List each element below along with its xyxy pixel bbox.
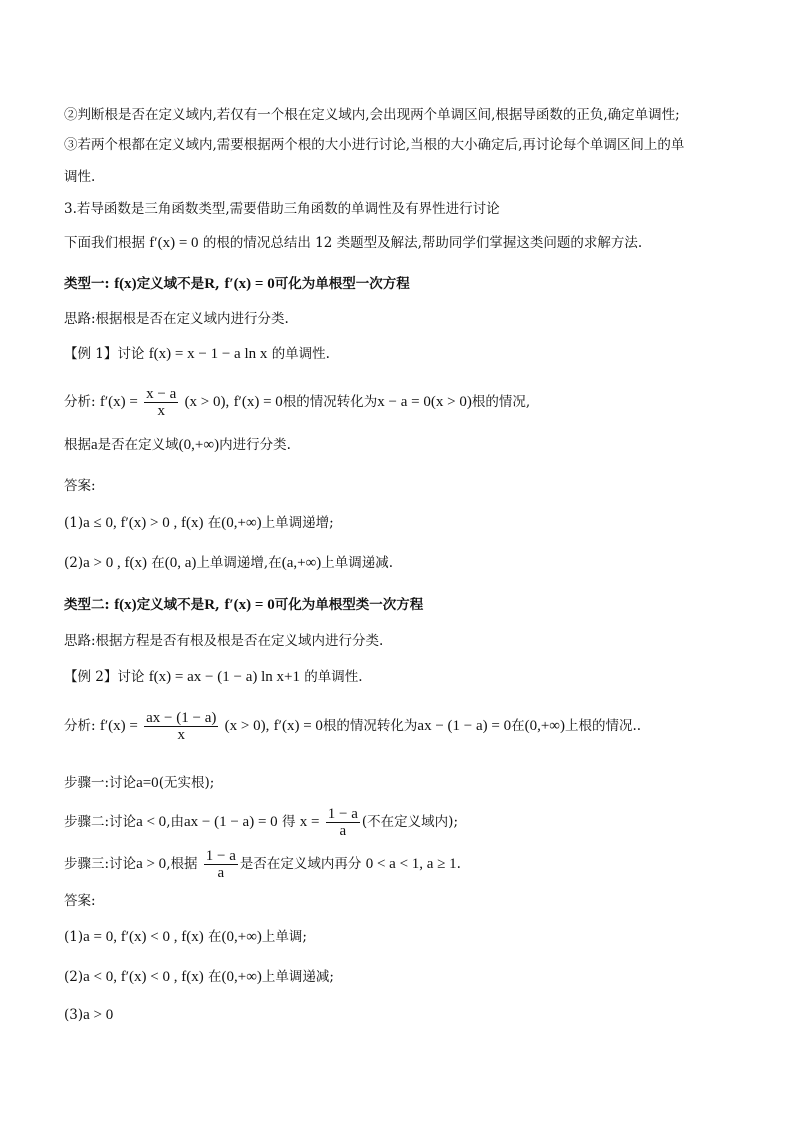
item-number: (2) [64, 555, 84, 571]
text: 得 [281, 814, 296, 830]
example-2-analysis [64, 710, 734, 743]
text-line-3 [64, 166, 734, 188]
text: 上单调递减; [261, 969, 334, 985]
numerator: 1 − a [327, 806, 358, 822]
math-symbol: R [204, 276, 216, 292]
text: ,由 [166, 814, 184, 830]
text: 在 [511, 718, 525, 734]
fraction [326, 806, 360, 839]
numerator: ax − (1 − a) [146, 710, 217, 726]
math-expression: (x > 0), [224, 718, 270, 734]
math-expression: a=0 [136, 775, 159, 791]
text: 根的情况转化为 [282, 394, 378, 410]
math-expression: a < 0 [136, 814, 167, 830]
math-expression: f(x) = ax − (1 − a) ln x+1 [148, 669, 300, 685]
math-expression: a > 0 [136, 856, 167, 872]
text-line-4 [64, 198, 734, 220]
math-expression: ax − (1 − a) = 0 [183, 814, 278, 830]
text: 思路:根据方程是否有根及根是否在定义域内进行分类. [64, 633, 384, 649]
denominator: x [177, 727, 185, 743]
text: 上单调递增,在 [196, 555, 282, 571]
answer-2-item-1 [64, 926, 734, 948]
text: 在 [151, 555, 165, 571]
text: 3.若导函数是三角函数类型,需要借助三角函数的单调性及有界性进行讨论 [64, 201, 500, 217]
text-line-1 [64, 104, 734, 126]
text-line-5 [64, 232, 734, 254]
math-interval: (0,+∞) [221, 929, 262, 945]
math-expression: x − a = 0(x > 0) [377, 394, 472, 410]
math-expression: f′(x) = 0 [224, 597, 275, 613]
heading-label: 类型一: [64, 276, 110, 292]
text: 根的情况转化为 [322, 718, 418, 734]
text: 上单调递减. [321, 555, 394, 571]
text: 是否在定义域内再分 [239, 856, 362, 872]
text: 上单调递增; [261, 515, 334, 531]
example-2 [64, 666, 734, 688]
text: , [215, 597, 220, 613]
step-3 [64, 848, 734, 881]
example-label: 【例 1】讨论 [64, 346, 145, 362]
fraction [204, 848, 238, 881]
text: 在 [207, 515, 222, 531]
text: 定义域不是 [136, 276, 205, 292]
text: , [215, 276, 220, 292]
step-1 [64, 772, 734, 794]
math-expression: x = [299, 814, 320, 830]
step-2 [64, 806, 734, 839]
text: 在 [208, 969, 222, 985]
text: 是否在定义域 [97, 437, 179, 453]
text: 在 [208, 929, 222, 945]
math-expression: a < 0, f′(x) < 0 , f(x) [83, 969, 204, 985]
text: 可化为单根型一次方程 [274, 276, 410, 292]
type-1-idea [64, 308, 734, 330]
step-label: 步骤三:讨论 [64, 856, 137, 872]
answer-2-item-2 [64, 966, 734, 988]
item-number: (2) [64, 969, 84, 985]
text: ,根据 [166, 856, 198, 872]
text: 根的情况, [471, 394, 531, 410]
analysis-label: 分析: [64, 718, 96, 734]
math-expression: f(x) [114, 597, 137, 613]
math-interval: (0,+∞) [221, 515, 262, 531]
text: 思路:根据根是否在定义域内进行分类. [64, 311, 289, 327]
text: 的根的情况总结出 12 类题型及解法,帮助同学们掌握这类问题的求解方法. [202, 235, 643, 251]
denominator: x [157, 403, 165, 419]
math-expression: f(x) = x − 1 − a ln x [148, 346, 268, 362]
math-expression: f(x) [114, 276, 137, 292]
text: 上根的情况.. [565, 718, 642, 734]
math-symbol: R [204, 597, 216, 613]
math-interval: (0,+∞) [178, 437, 220, 453]
math-expression: (x > 0), [184, 394, 230, 410]
math-expression: a > 0 , f(x) [83, 555, 147, 571]
text: 的单调性. [271, 346, 330, 362]
text: 上单调; [261, 929, 307, 945]
math-expression: f′(x) = 0 [224, 276, 275, 292]
heading-label: 类型二: [64, 597, 110, 613]
item-number: (1) [64, 929, 84, 945]
example-1-analysis [64, 386, 734, 419]
math-expression: f′(x) = 0 [273, 718, 323, 734]
math-interval: (0,+∞) [221, 969, 262, 985]
math-expression: 0 < a < 1, a ≥ 1 [365, 856, 457, 872]
text: ③若两个根都在定义域内,需要根据两个根的大小进行讨论,当根的大小确定后,再讨论每个单调区间上的单 [64, 137, 685, 153]
example-1 [64, 343, 734, 365]
math-expression: a > 0 [83, 1007, 114, 1023]
denominator: a [217, 865, 225, 881]
step-label: 步骤一:讨论 [64, 775, 137, 791]
answer-1-item-1 [64, 512, 734, 534]
math-expression: f′(x) = 0 [149, 235, 199, 251]
math-expression: a ≤ 0, f′(x) > 0 , f(x) [83, 515, 204, 531]
text: 内进行分类. [219, 437, 291, 453]
example-label: 【例 2】讨论 [64, 669, 145, 685]
math-symbol: a [91, 437, 98, 453]
step-label: 步骤二:讨论 [64, 814, 137, 830]
denominator: a [339, 823, 347, 839]
text: 根据 [64, 437, 91, 453]
numerator: x − a [146, 386, 177, 402]
math-interval: (0,+∞) [524, 718, 565, 734]
answer-1-item-2 [64, 552, 734, 574]
numerator: 1 − a [205, 848, 236, 864]
text: ②判断根是否在定义域内,若仅有一个根在定义域内,会出现两个单调区间,根据导函数的正负,确定单调性; [64, 107, 680, 123]
math-interval: (a,+∞) [281, 555, 322, 571]
type-2-heading [64, 594, 734, 616]
fraction [144, 710, 218, 743]
text: 答案: [64, 478, 96, 494]
example-1-analysis-line-2 [64, 434, 734, 456]
math-expression: a = 0, f′(x) < 0 , f(x) [83, 929, 204, 945]
text: 下面我们根据 [64, 235, 145, 251]
math-interval: (0, a) [164, 555, 197, 571]
item-number: (1) [64, 515, 84, 531]
text: (无实根); [158, 775, 215, 791]
text-line-2 [64, 134, 734, 156]
fraction [144, 386, 178, 419]
text: 可化为单根型类一次方程 [274, 597, 424, 613]
text: 调性. [64, 169, 96, 185]
text: 答案: [64, 893, 96, 909]
text: . [456, 856, 461, 872]
type-1-heading [64, 273, 734, 295]
answer-2-item-3 [64, 1004, 734, 1026]
answer-label-1 [64, 475, 734, 497]
answer-label-2 [64, 890, 734, 912]
math-expression: f′(x) = 0 [233, 394, 283, 410]
text: (不在定义域内); [361, 814, 458, 830]
text: 的单调性. [304, 669, 363, 685]
math-expression: f′(x) = [99, 394, 138, 410]
analysis-label: 分析: [64, 394, 96, 410]
type-2-idea [64, 630, 734, 652]
item-number: (3) [64, 1007, 84, 1023]
text: 定义域不是 [136, 597, 205, 613]
math-expression: f′(x) = [99, 718, 138, 734]
math-expression: ax − (1 − a) = 0 [417, 718, 512, 734]
